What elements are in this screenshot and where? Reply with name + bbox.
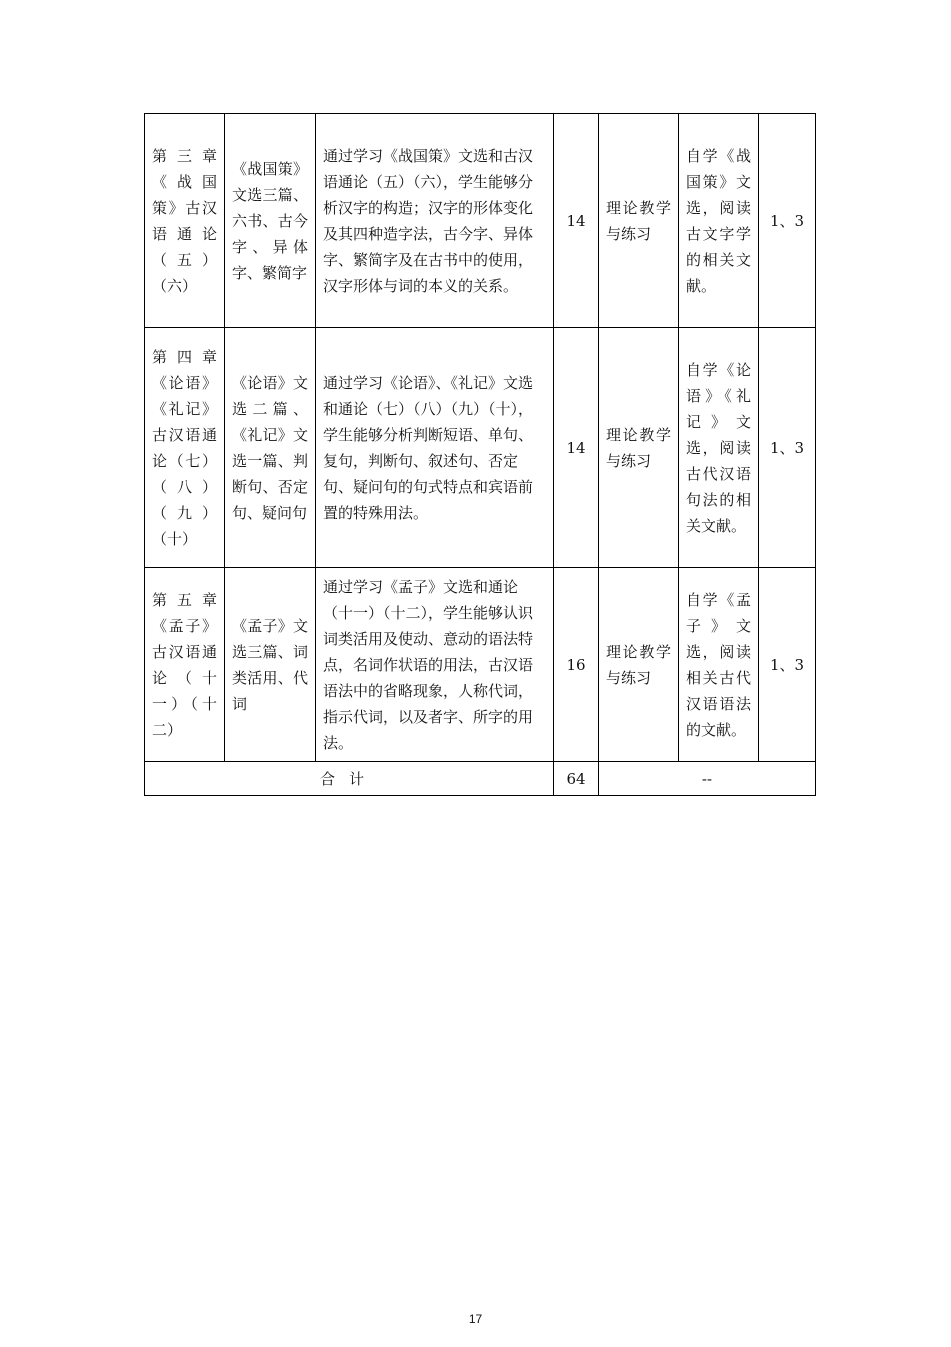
chapter-cell: 第三章《战国策》古汉语通论（五）（六） [145,114,225,328]
total-label: 合计 [145,762,554,796]
page-number: 17 [468,1312,483,1326]
table-row [145,568,816,762]
hours-cell: 14 [554,114,599,328]
table-row [145,328,816,568]
method-cell: 理论教学与练习 [599,328,679,568]
content-cell: 《孟子》文选三篇、词类活用、代词 [225,568,316,762]
hours-cell: 16 [554,568,599,762]
chapter-cell: 第四章《论语》《礼记》古汉语通论（七）（八）（九）（十） [145,328,225,568]
total-rest: -- [599,762,816,796]
method-cell: 理论教学与练习 [599,114,679,328]
self-study-cell: 自学《孟子》文选，阅读相关古代汉语语法的文献。 [679,568,759,762]
content-cell: 《战国策》文选三篇、六书、古今字、异体字、繁简字 [225,114,316,328]
table-row [145,114,816,328]
content-cell: 《论语》文选二篇、《礼记》文选一篇、判断句、否定句、疑问句 [225,328,316,568]
description-cell: 通过学习《战国策》文选和古汉语通论（五）（六），学生能够分析汉字的构造；汉字的形体变化及其四种造字法，古今字、异体字、繁简字及在古书中的使用，汉字形体与词的本义的关系。 [316,114,554,328]
total-hours: 64 [554,762,599,796]
description-cell: 通过学习《孟子》文选和通论（十一）（十二），学生能够认识词类活用及使动、意动的语法特点，名词作状语的用法，古汉语语法中的省略现象，人称代词，指示代词，以及者字、所字的用法。 [316,568,554,762]
chapter-cell: 第五章《孟子》古汉语通论（十一）（十二） [145,568,225,762]
syllabus-table [144,113,816,796]
objectives-cell: 1、3 [759,568,816,762]
total-row [145,762,816,796]
self-study-cell: 自学《战国策》文选，阅读古文字学的相关文献。 [679,114,759,328]
hours-cell: 14 [554,328,599,568]
objectives-cell: 1、3 [759,114,816,328]
objectives-cell: 1、3 [759,328,816,568]
description-cell: 通过学习《论语》、《礼记》文选和通论（七）（八）（九）（十），学生能够分析判断短语、单句、复句，判断句、叙述句、否定句、疑问句的句式特点和宾语前置的特殊用法。 [316,328,554,568]
method-cell: 理论教学与练习 [599,568,679,762]
self-study-cell: 自学《论语》《礼记》文选，阅读古代汉语句法的相关文献。 [679,328,759,568]
